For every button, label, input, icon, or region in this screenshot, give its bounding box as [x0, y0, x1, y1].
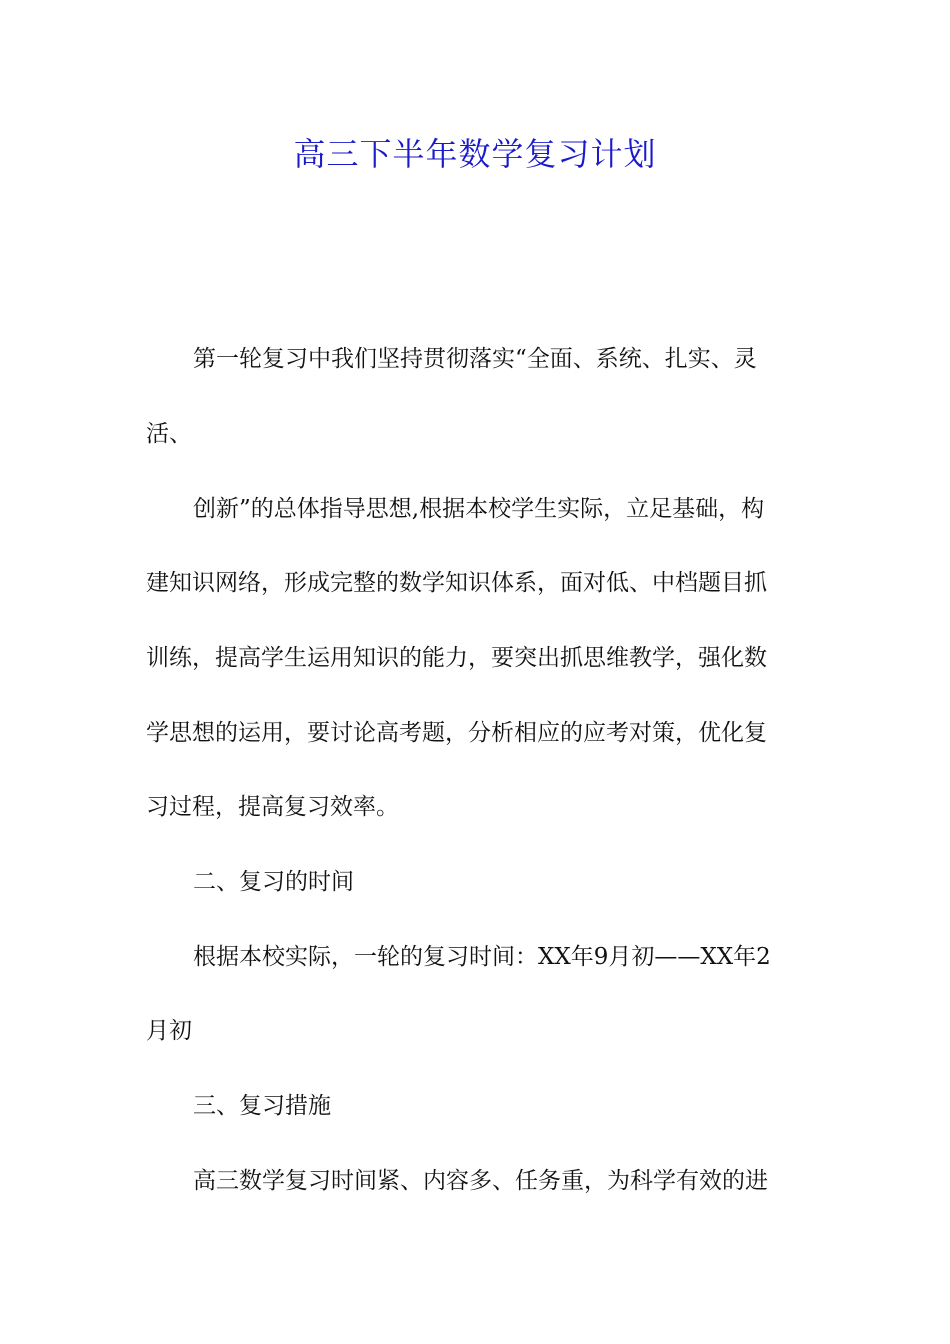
- paragraph-line: 月初: [146, 1018, 192, 1044]
- section-heading: 三、复习措施: [193, 1093, 331, 1119]
- paragraph-line: 创新”的总体指导思想,根据本校学生实际，立足基础，构: [193, 496, 765, 522]
- document-title: 高三下半年数学复习计划: [293, 135, 657, 173]
- paragraph-line: 训练，提高学生运用知识的能力，要突出抓思维教学，强化数: [146, 645, 767, 671]
- paragraph-line: 根据本校实际，一轮的复习时间：XX年9月初——XX年2: [193, 944, 771, 970]
- paragraph-line: 活、: [146, 421, 192, 447]
- paragraph-line: 高三数学复习时间紧、内容多、任务重，为科学有效的进: [193, 1168, 768, 1194]
- paragraph-line: 建知识网络，形成完整的数学知识体系，面对低、中档题目抓: [146, 570, 767, 596]
- paragraph-line: 习过程，提高复习效率。: [146, 794, 399, 820]
- section-heading: 二、复习的时间: [193, 869, 354, 895]
- paragraph-line: 学思想的运用，要讨论高考题，分析相应的应考对策，优化复: [146, 720, 767, 746]
- paragraph-line: 第一轮复习中我们坚持贯彻落实“全面、系统、扎实、灵: [193, 346, 757, 372]
